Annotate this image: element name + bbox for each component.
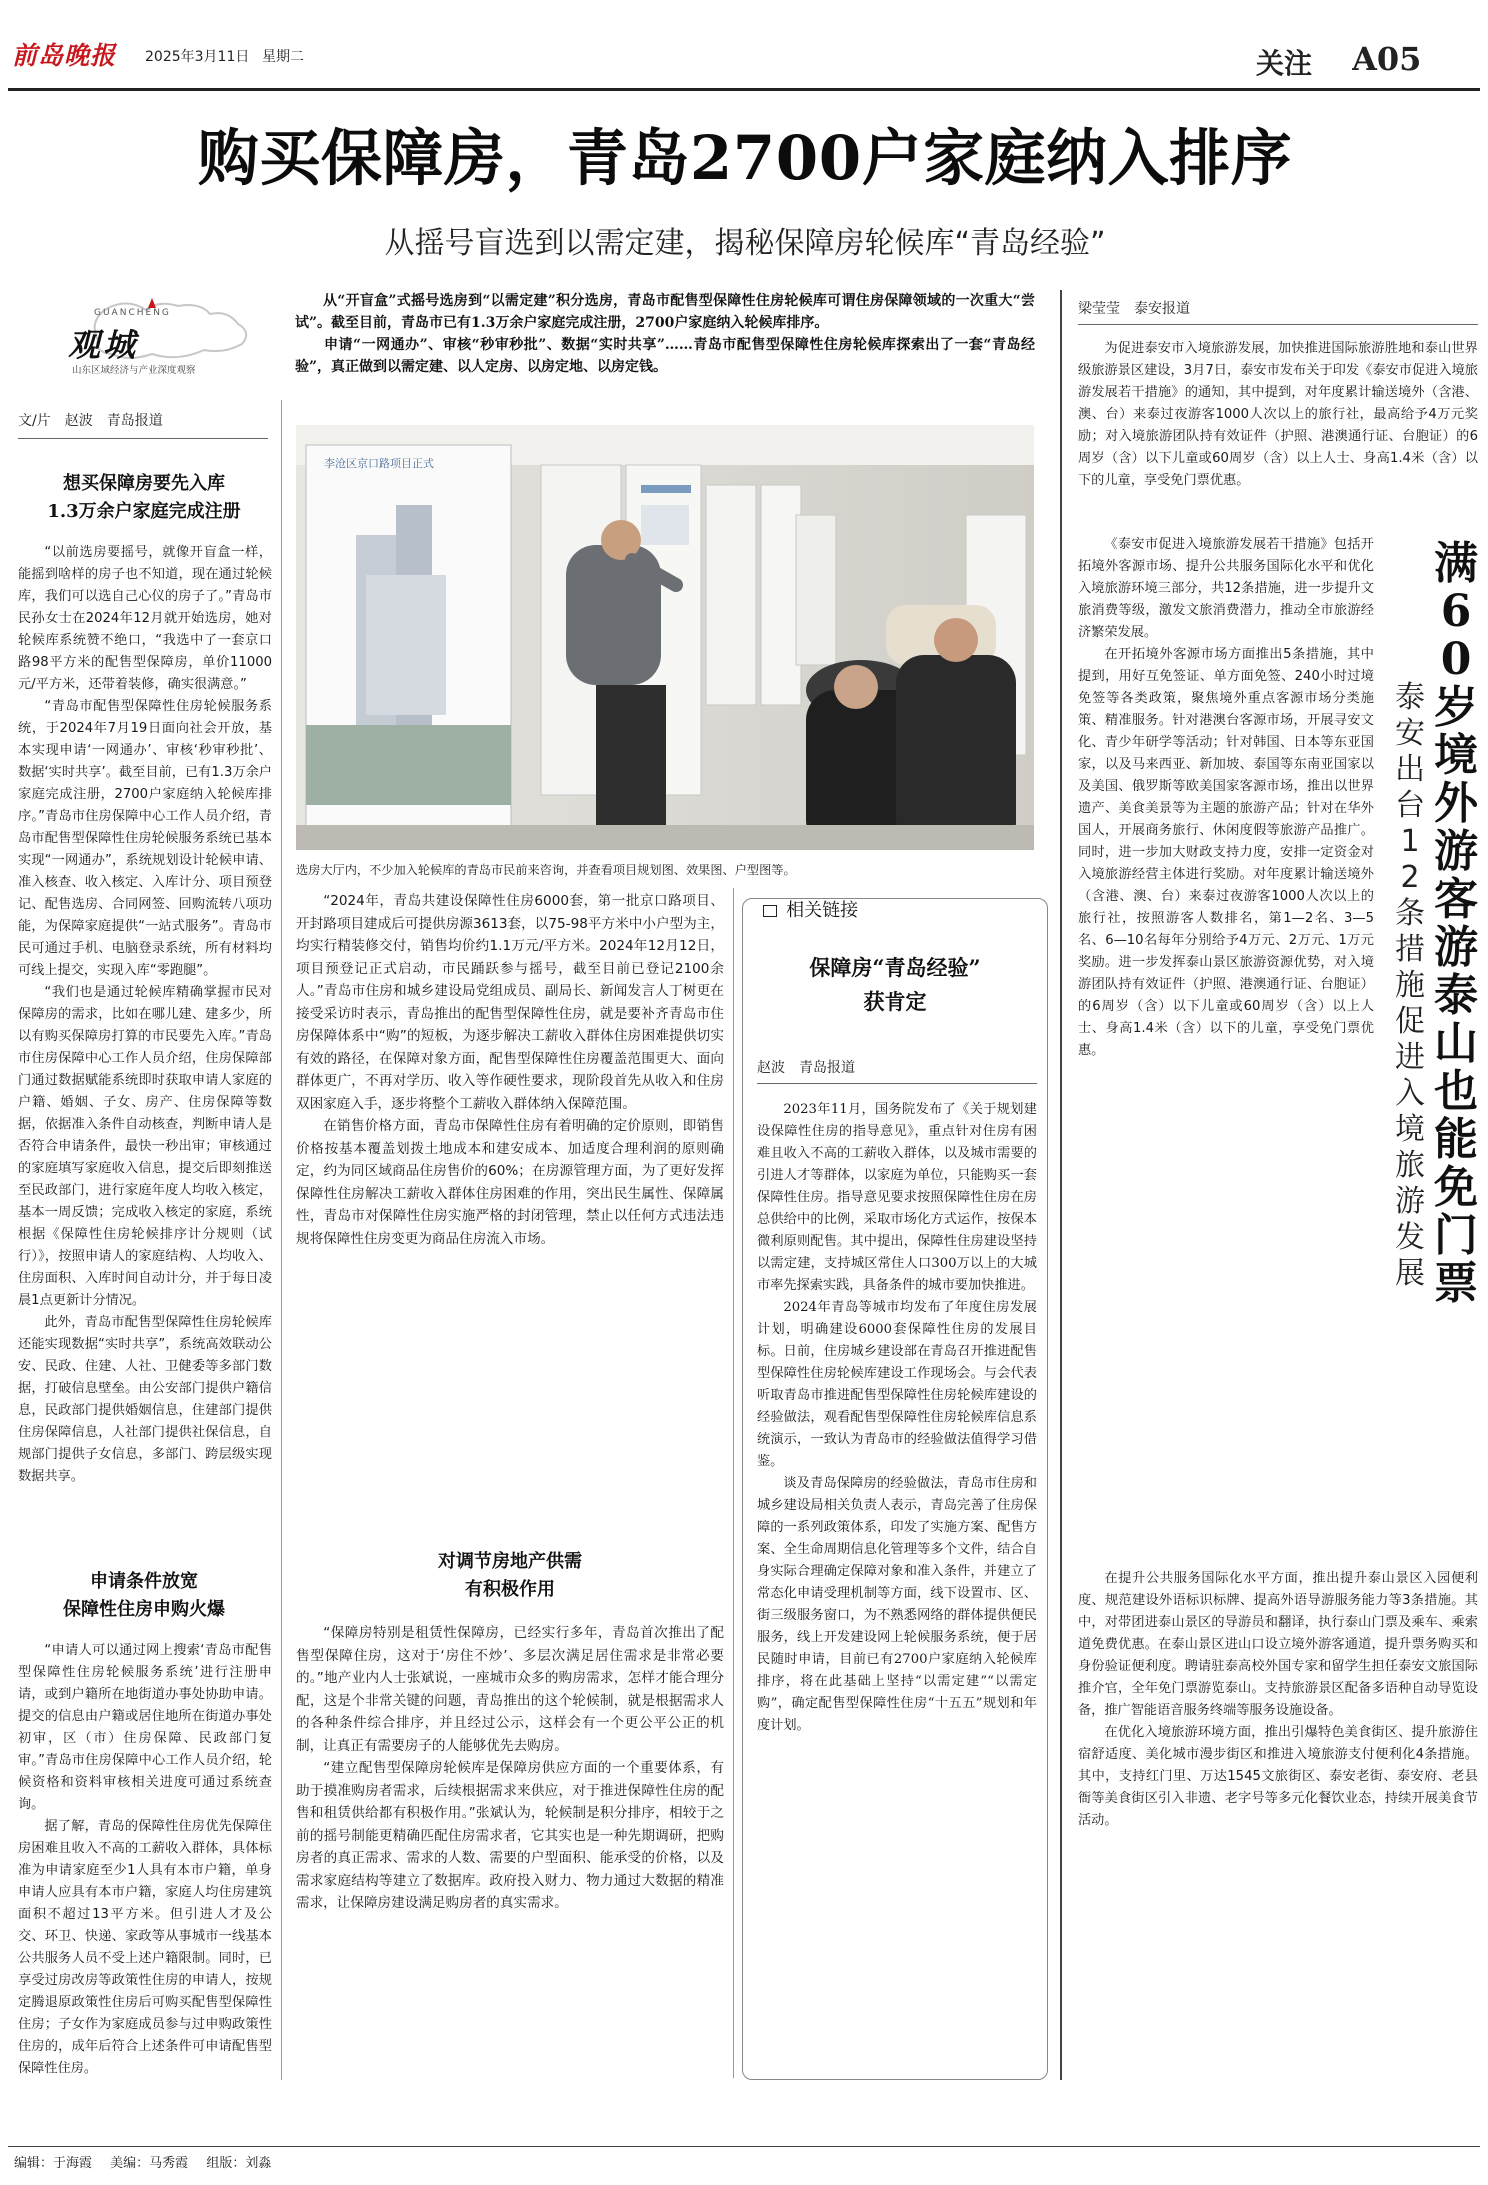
section1-para-2: “青岛市配售型保障性住房轮候服务系统，于2024年7月19日面向社会开放，基本实现申请‘一网通办’、审核‘秒审秒批’、数据‘实时共享’。截至目前，已有1.3万余户家庭完成注册，2700户家庭纳入轮候库排序。”青岛市住房保障中心工作人员介绍，青岛市配售型保障性住房轮候服务系统已基本实现“一网通办”，系统规划设计轮候申请、准入核查、收入核定、入库计分、项目预登记、配售选房、合同网签、回购流转八项功能，为保障家庭提供“一站式服务”。青岛市民可通过手机、电脑登录系统，所有材料均可线上提交，实现入库“零跑腿”。 bbox=[18, 699, 272, 978]
col2-para-2: 在销售价格方面，青岛市保障性住房有着明确的定价原则，即销售价格按基本覆盖划拨土地成本和建安成本、加适度合理利润的原则确定，约为同区域商品住房售价的60%；在房源管理方面，为了更好发挥保障性住房解决工薪收入群体住房困难的作用，突出民生属性、保障属性，青岛市对保障性住房实施严格的封闭管理，禁止以任何方式违法违规将保障性住房变更为商品住房流入市场。 bbox=[296, 1118, 724, 1247]
section1-heading: 想买保障房要先入库 1.3万余户家庭完成注册 bbox=[47, 473, 241, 522]
section3-body bbox=[296, 1622, 724, 2080]
section3-para-2: “建立配售型保障房轮候库是保障房供应方面的一个重要体系，有助于摸准购房者需求，后续根据需求来供应，对于推进保障性住房的配售和租赁供给都有积极作用。”张斌认为，轮候制是积分排序，相较于之前的摇号制能更精确匹配住房需求者，它其实也是一种先期调研，把购房者的真正需求、需求的人数、需要的户型面积、能承受的价格，以及需求家庭结构等建立了数据库。政府投入财力、物力通过大数据的精准需求，让保障房建设满足购房者的真实需求。 bbox=[296, 1760, 724, 1911]
section2-heading: 申请条件放宽 保障性住房申购火爆 bbox=[63, 1571, 225, 1620]
related-byline: 赵波 青岛报道 bbox=[757, 1060, 855, 1076]
taian-body-bottom bbox=[1078, 1568, 1478, 2080]
main-subheadline: 从摇号盲选到以需定建，揭秘保障房轮候库“青岛经验” bbox=[384, 226, 1106, 261]
lead-text: 从“开盲盒”式摇号选房到“以需定建”积分选房，青岛市配售型保障性住房轮候库可谓住房保障领域的一次重大“尝试”。截至目前，青岛市已有1.3万余户家庭完成注册，2700户家庭纳入轮候库排序。 申请“一网通办”、审核“秒审秒批”、数据“实时共享”……青岛市配售型保障性住房轮候库探索出了一套“青岛经验”，真正做到以需定建、以人定房、以房定地、以房定钱。 bbox=[295, 293, 1035, 375]
section1-para-4: 此外，青岛市配售型保障性住房轮候库还能实现数据“实时共享”，系统高效联动公安、民政、住建、人社、卫健委等多部门数据，打破信息壁垒。由公安部门提供户籍信息，民政部门提供婚姻信息，住建部门提供住房保障信息，人社部门提供社保信息，自规部门提供子女信息，多部门、跨层级实现数据共享。 bbox=[18, 1315, 272, 1484]
photo-caption: 选房大厅内，不少加入轮候库的青岛市民前来咨询，并查看项目规划图、效果图、户型图等。 bbox=[296, 863, 796, 877]
col-divider-1 bbox=[281, 400, 282, 2080]
section-label: 关注 bbox=[1256, 47, 1313, 80]
taian-para-3: 在开拓境外客源市场方面推出5条措施，其中提到，用好互免签证、单方面免签、240小时过境免签等各类政策，聚焦境外重点客源市场分类施策、精准服务。针对港澳台客源市场，开展寻安文化、青少年研学等活动；针对韩国、日本等东亚国家，以及马来西亚、新加坡、泰国等东南亚国家以及美国、俄罗斯等欧美国家客源市场，推出以世界遗产、美食美景等为主题的旅游产品；针对在华外国人，开展商务旅行、休闲度假等旅游产品推广。同时，进一步加大财政支持力度，安排一定资金对入境旅游经营主体进行奖励。对年度累计输送境外（含港、澳、台）来泰过夜游客1000人次以上的旅行社，按照游客人数排名，第1—2名、3—5名、6—10名每年分别给予4万元、2万元、1万元奖励。进一步发挥泰山景区旅游资源优势，对入境游团队持有效证件（护照、港澳通行证、台胞证）的6周岁（含）以下儿童或60周岁（含）以上人士、身高1.4米（含）以下的儿童，享受免门票优惠。 bbox=[1078, 647, 1374, 1058]
issue-date: 2025年3月11日 bbox=[145, 49, 250, 65]
taian-para-2: 《泰安市促进入境旅游发展若干措施》包括开拓境外客源市场、提升公共服务国际化水平和优化入境旅游环境三部分，共12条措施，进一步提升文旅消费等级，激发文旅消费潜力，推动全市旅游经济繁荣发展。 bbox=[1078, 537, 1374, 640]
main-headline: 购买保障房，青岛2700户家庭纳入排序 bbox=[197, 123, 1293, 194]
column-pinyin: GUANCHENG bbox=[94, 308, 171, 318]
section2-para-1: “申请人可以通过网上搜索‘青岛市配售型保障性住房轮候服务系统’进行注册申请，或到户籍所在地街道办事处协助申请。提交的信息由户籍或居住地所在街道办事处初审，区（市）住房保障、民政部门复审。”青岛市住房保障中心工作人员介绍，轮候资格和资料审核相关进度可通过系统查询。 bbox=[18, 1643, 272, 1812]
newspaper-logo: 前岛晚报 bbox=[12, 41, 117, 70]
issue-weekday: 星期二 bbox=[262, 49, 304, 65]
footer-rule bbox=[8, 2146, 1480, 2147]
taian-para-4: 在提升公共服务国际化水平方面，推出提升泰山景区入园便利度、规范建设外语标识标牌、提高外语导游服务能力等3条措施。其中，对带团进泰山景区的导游员和翻译，执行泰山门票及乘车、乘索道免费优惠。在泰山景区进山口设立境外游客通道，提升票务购买和身份验证便利度。聘请驻泰高校外国专家和留学生担任泰安文旅国际推介官，全年免门票游览泰山。支持旅游景区配备多语种自动导览设备，推广智能语音服务终端等服务设施设备。 bbox=[1078, 1571, 1478, 1718]
taian-subheadline: 泰安出台12条措施促进入境旅游发展 bbox=[1395, 680, 1425, 1291]
related-body bbox=[757, 1099, 1037, 2075]
footer-editor: 编辑：于海霞 bbox=[14, 2156, 93, 2171]
taian-para-5: 在优化入境旅游环境方面，推出引爆特色美食街区、提升旅游住宿舒适度、美化城市漫步街区和推进入境旅游支付便利化4条措施。其中，支持红门里、万达1545文旅街区、泰安老街、泰安府、老县衙等美食街区引入非遗、老字号等多元化餐饮业态，持续开展美食节活动。 bbox=[1078, 1725, 1478, 1828]
related-para-3: 谈及青岛保障房的经验做法，青岛市住房和城乡建设局相关负责人表示，青岛完善了住房保障的一系列政策体系，印发了实施方案、配售方案、全生命周期信息化管理等多个文件，结合自身实际合理确定保障对象和准入条件，并建立了常态化申请受理机制等方面，线下设置市、区、街三级服务窗口，为不熟悉网络的群体提供便民服务，线上开发建设网上轮候服务系统，便于居民随时申请，目前已有2700户家庭纳入轮候库排序，将在此基础上坚持“以需定建”“以需定购”，确定配售型保障性住房“十五五”规划和年度计划。 bbox=[757, 1476, 1037, 1733]
related-label-text: 相关链接 bbox=[786, 900, 859, 921]
related-para-2: 2024年青岛等城市均发布了年度住房发展计划，明确建设6000套保障性住房的发展目标。日前，住房城乡建设部在青岛召开推进配售型保障性住房轮候库建设工作现场会。与会代表听取青岛市推进配售型保障性住房轮候库建设的经验做法，观看配售型保障性住房轮候库信息系统演示，一致认为青岛市的经验做法值得学习借鉴。 bbox=[757, 1300, 1037, 1469]
footer-designer: 美编：马秀霞 bbox=[110, 2156, 189, 2171]
column-name: 观城 bbox=[68, 326, 139, 360]
col2-body bbox=[296, 890, 724, 1530]
taian-body-top bbox=[1078, 338, 1478, 534]
footer-credits bbox=[14, 2152, 514, 2176]
section1-para-1: “以前选房要摇号，就像开盲盒一样，能摇到啥样的房子也不知道，现在通过轮候库，我们可以选自己心仪的房子了。”青岛市民孙女士在2024年12月就开始选房，她对轮候库系统赞不绝口，“我选中了一套京口路98平方米的配售型保障房，单价11000元/平方米，还带着装修，确实很满意。” bbox=[18, 545, 272, 692]
col-divider-2 bbox=[733, 888, 734, 2078]
photo-illustration bbox=[296, 425, 1034, 850]
taian-byline-rule bbox=[1078, 324, 1478, 325]
main-byline: 文/片 赵波 青岛报道 bbox=[18, 413, 163, 429]
section1-body bbox=[18, 542, 272, 1552]
related-box bbox=[742, 898, 1048, 2080]
news-photo bbox=[296, 425, 1034, 850]
col2-para-1: “2024年，青岛共建设保障性住房6000套，第一批京口路项目、开封路项目建成后可提供房源3613套，以75-98平方米中小户型为主，均实行精装修交付，销售均价约1.1万元/平方米。2024年12月12日，项目预登记正式启动，市民踊跃参与摇号，截至目前已登记2100余人。”青岛市住房和城乡建设局党组成员、副局长、新闻发言人丁树更在接受采访时表示，青岛推出的配售型保障性住房，就是要补齐青岛市住房保障体系中“购”的短板，为逐步解决工薪收入群体住房困难提供切实有效的路径，在保障对象方面，配售型保障性住房覆盖范围更大、面向群体更广，不再对学历、收入等作硬性要求，现阶段首先从收入和住房双困家庭入手，逐步将整个工薪收入群体纳入保障范围。 bbox=[296, 893, 724, 1112]
page-number: A05 bbox=[1352, 40, 1422, 78]
column-tagline: 山东区域经济与产业深度观察 bbox=[72, 365, 196, 376]
byline-rule bbox=[18, 438, 268, 439]
related-byline-rule bbox=[757, 1083, 1037, 1084]
section2-body bbox=[18, 1640, 272, 2078]
related-label bbox=[757, 898, 877, 926]
board-sign: 李沧区京口路项目正式 bbox=[324, 457, 434, 470]
taian-headline: 满60岁境外游客游泰山也能免门票 bbox=[1434, 540, 1478, 1309]
section2-para-2: 据了解，青岛的保障性住房优先保障住房困难且收入不高的工薪收入群体，具体标准为申请家庭至少1人具有本市户籍，单身申请人应具有本市户籍，家庭人均住房建筑面积不超过13平方米。但引进人才及公交、环卫、快递、家政等从事城市一线基本公共服务人员不受上述户籍限制。同时，已享受过房改房等政策性住房的申请人，按规定腾退原政策性住房后可购买配售型保障性住房；子女作为家庭成员参与过申购政策性住房的，成年后符合上述条件可申请配售型保障性住房。 bbox=[18, 1819, 272, 2076]
column-badge bbox=[28, 280, 268, 380]
taian-byline: 梁莹莹 泰安报道 bbox=[1078, 301, 1190, 317]
related-para-1: 2023年11月，国务院发布了《关于规划建设保障性住房的指导意见》，重点针对住房有困难且收入不高的工薪收入群体，以及城市需要的引进人才等群体，以家庭为单位，只能购买一套保障性住房。指导意见要求按照保障性住房在房总供给中的比例，采取市场化方式运作，按保本微利原则配售。其中提出，保障性住房建设坚持以需定建，支持城区常住人口300万以上的大城市率先探索实践，具备条件的城市要加快推进。 bbox=[757, 1102, 1037, 1293]
lead-paragraph bbox=[295, 290, 1035, 420]
footer-typesetter: 组版：刘淼 bbox=[206, 2156, 272, 2171]
section3-heading: 对调节房地产供需 有积极作用 bbox=[438, 1551, 582, 1600]
related-title: 保障房“青岛经验” 获肯定 bbox=[809, 955, 981, 1014]
taian-body-mid bbox=[1078, 534, 1374, 1568]
col-divider-3 bbox=[1060, 290, 1062, 2080]
section1-para-3: “我们也是通过轮候库精确掌握市民对保障房的需求，比如在哪儿建、建多少，所以有购买保障房打算的市民要先入库。”青岛市住房保障中心工作人员介绍，住房保障部门通过数据赋能系统即时获取申请人家庭的户籍、婚姻、子女、房产、住房保障等数据，依据准入条件自动核查，判断申请人是否符合申请条件，最快一秒出审；审核通过的家庭填写家庭收入信息，提交后即刻推送至民政部门，进行家庭年度人均收入核定，基本一周反馈；完成收入核定的家庭，系统根据《保障性住房轮候排序计分规则（试行）》，按照申请人的家庭结构、人均收入、住房面积、入库时间自动计分，并于每日凌晨1点更新计分情况。 bbox=[18, 985, 272, 1308]
taian-vertical-headline bbox=[1386, 540, 1482, 1550]
section3-para-1: “保障房特别是租赁性保障房，已经实行多年，青岛首次推出了配售型保障住房，这对于‘房住不炒’、多层次满足居住需求是非常必要的。”地产业内人士张斌说，一座城市众多的购房需求，怎样才能合理分配，这是个非常关键的问题，青岛推出的这个轮候制，就是根据需求人的各种条件综合排序，并且经过公示，这样会有一个更公平公正的机制，让真正有需要房子的人能够优先去购房。 bbox=[296, 1625, 724, 1754]
link-icon bbox=[763, 905, 777, 917]
taian-para-1: 为促进泰安市入境旅游发展，加快推进国际旅游胜地和泰山世界级旅游景区建设，3月7日，泰安市发布关于印发《泰安市促进入境旅游发展若干措施》的通知，其中提到，对年度累计输送境外（含港、澳、台）来泰过夜游客1000人次以上的旅行社，最高给予4万元奖励；对入境旅游团队持有效证件（护照、港澳通行证、台胞证）的6周岁（含）以下儿童或60周岁（含）以上人士、身高1.4米（含）以下的儿童，享受免门票优惠。 bbox=[1078, 341, 1478, 488]
masthead-rule bbox=[8, 88, 1480, 91]
masthead bbox=[0, 0, 1488, 92]
